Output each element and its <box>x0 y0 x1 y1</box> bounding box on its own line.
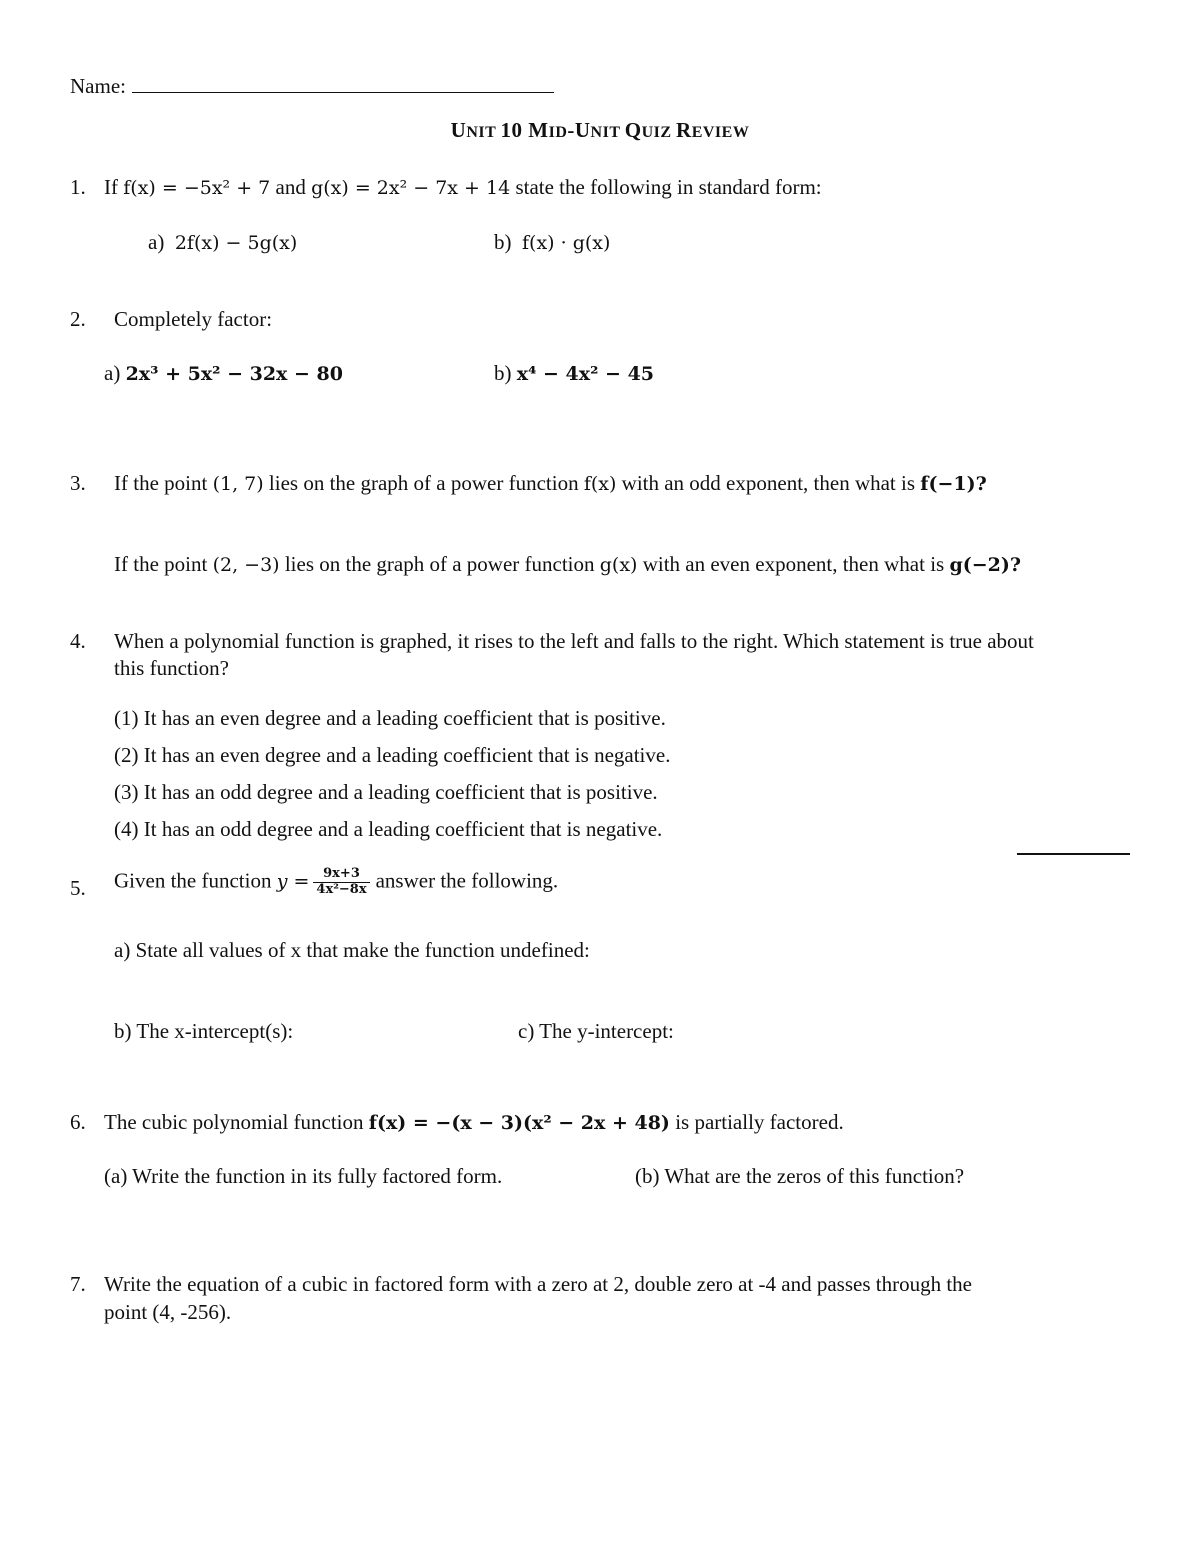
name-label: Name: <box>70 74 126 98</box>
q1-text: If f(x) = −5x² + 7 and g(x) = 2x² − 7x + 14 state the following in standard form: <box>104 175 822 199</box>
q7-line-1: Write the equation of a cubic in factored form with a zero at 2, double zero at -4 and passes through the <box>104 1272 973 1296</box>
q1-f-definition: f(x) = −5x² + 7 <box>123 177 271 199</box>
q4-answer-line <box>1017 853 1130 855</box>
q1-part-b: b) f(x) · g(x) <box>494 230 611 254</box>
q7-number: 7. <box>70 1272 86 1296</box>
q4-line-2: this function? <box>114 656 229 680</box>
q5-part-a: a) State all values of x that make the function undefined: <box>114 938 590 962</box>
name-field <box>70 74 554 99</box>
q5-text: Given the function y = $\frac{9x+3}{\text{4x²−8x}}$ answer the following. <box>114 866 559 897</box>
name-blank-line <box>132 76 554 93</box>
page-title: UNIT 10 MID-UNIT QUIZ REVIEW <box>450 118 750 142</box>
q5-part-c: c) The y-intercept: <box>518 1019 674 1043</box>
q5-fraction: $\frac{9x+3}{\text{4x²−8x}}$ <box>313 867 369 898</box>
q3-line-1: If the point (1, 7) lies on the graph of a power function f(x) with an odd exponent, then what is f(−1)? <box>114 471 987 495</box>
q5-part-b: b) The x-intercept(s): <box>114 1019 294 1043</box>
q6-part-b: (b) What are the zeros of this function? <box>635 1164 965 1188</box>
q3-line-2: If the point (2, −3) lies on the graph of a power function g(x) with an even exponent, then what is g(−2)? <box>114 552 1022 576</box>
q1-g-definition: g(x) = 2x² − 7x + 14 <box>311 177 511 199</box>
q2-part-b: b) x⁴ − 4x² − 45 <box>494 361 655 385</box>
q6-part-a: (a) Write the function in its fully factored form. <box>104 1164 503 1188</box>
q4-option-1: (1) It has an even degree and a leading coefficient that is positive. <box>114 706 666 730</box>
q4-option-4: (4) It has an odd degree and a leading coefficient that is negative. <box>114 817 663 841</box>
q1-number: 1. <box>70 175 86 199</box>
q4-line-1: When a polynomial function is graphed, it rises to the left and falls to the right. Which statement is true about <box>114 629 1034 653</box>
q6-number: 6. <box>70 1110 86 1134</box>
q4-number: 4. <box>70 629 86 653</box>
q1-part-a: a) 2f(x) − 5g(x) <box>148 230 298 254</box>
q4-option-3: (3) It has an odd degree and a leading coefficient that is positive. <box>114 780 658 804</box>
q2-number: 2. <box>70 307 86 331</box>
q2-text: Completely factor: <box>114 307 273 331</box>
q5-number: 5. <box>70 876 86 900</box>
q2-part-a: a) 2x³ + 5x² − 32x − 80 <box>104 361 343 385</box>
q4-option-2: (2) It has an even degree and a leading coefficient that is negative. <box>114 743 671 767</box>
q6-text: The cubic polynomial function f(x) = −(x − 3)(x² − 2x + 48) is partially factored. <box>104 1110 844 1134</box>
q3-number: 3. <box>70 471 86 495</box>
q7-line-2: point (4, -256). <box>104 1300 232 1324</box>
